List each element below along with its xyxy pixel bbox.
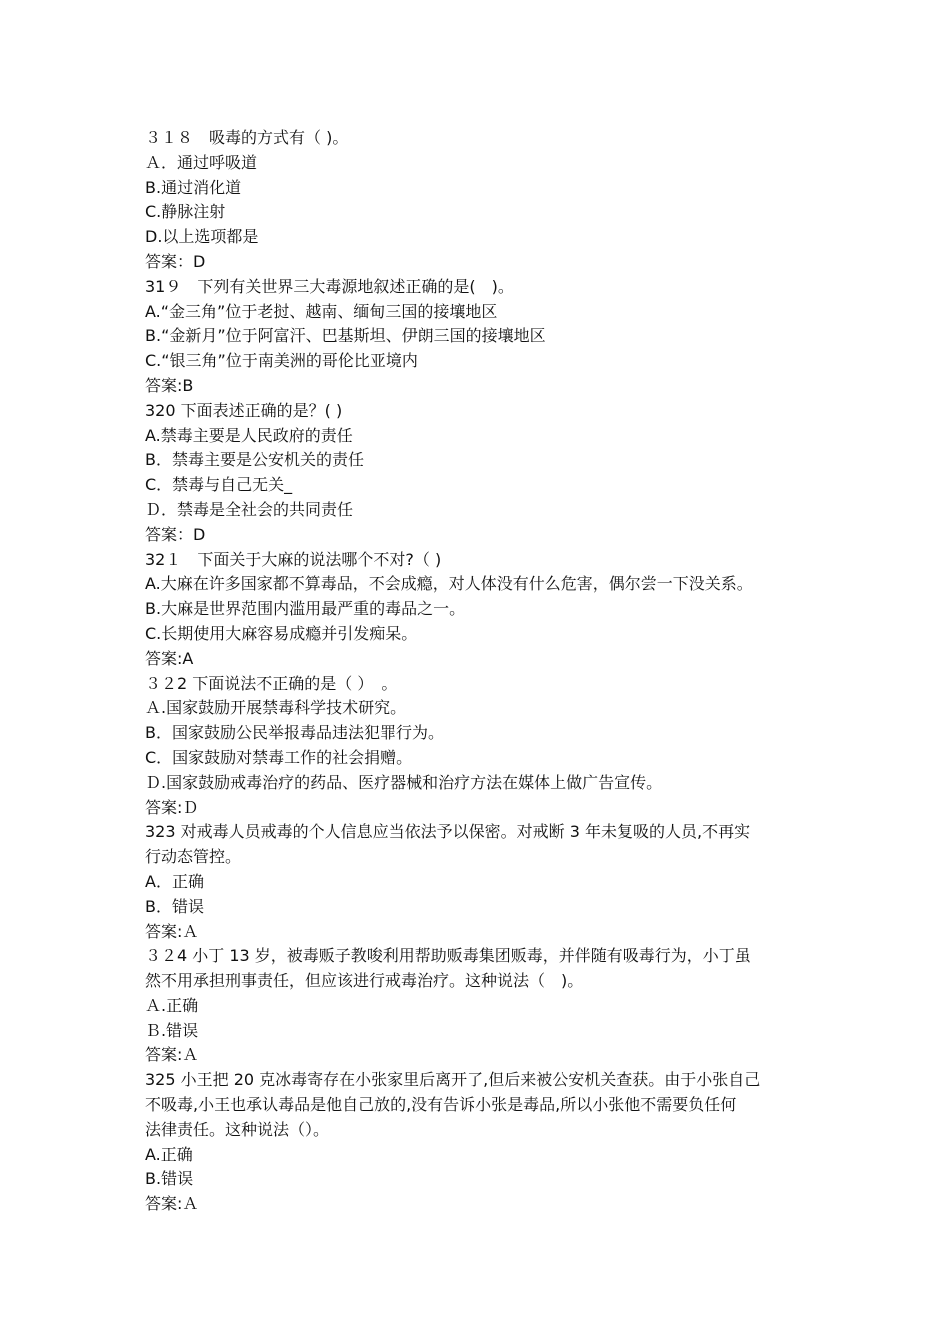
option-a: A.“金三角”位于老挝、越南、缅甸三国的接壤地区 [145, 301, 498, 321]
answer: 答案:Ｄ [145, 797, 199, 817]
option-d: D.以上选项都是 [145, 227, 259, 247]
option-c: C.长期使用大麻容易成瘾并引发痴呆。 [145, 623, 418, 643]
option-d: Ｄ．禁毒是全社会的共同责任 [145, 499, 354, 519]
question-stem: ３１８ 吸毒的方式有（ )。 [145, 128, 349, 147]
question-324 [145, 944, 815, 1068]
question-320 [145, 399, 815, 548]
question-stem: 32１ 下面关于大麻的说法哪个不对?（ ) [145, 549, 442, 569]
option-c: C.“银三角”位于南美洲的哥伦比亚境内 [145, 351, 418, 371]
option-a: Ａ.国家鼓励开展禁毒科学技术研究。 [145, 698, 407, 718]
option-c: C．国家鼓励对禁毒工作的社会捐赠。 [145, 747, 413, 767]
option-b: B．国家鼓励公民举报毒品违法犯罪行为。 [145, 723, 444, 743]
option-c: C.静脉注射 [145, 202, 226, 222]
answer: 答案:Ａ [145, 921, 199, 941]
answer: 答案:A [145, 648, 194, 668]
option-b: B.大麻是世界范围内滥用最严重的毒品之一。 [145, 599, 466, 619]
answer: 答案：D [145, 251, 206, 271]
option-a: Ａ．通过呼吸道 [145, 152, 258, 172]
option-a: A．正确 [145, 871, 204, 891]
option-b: B．禁毒主要是公安机关的责任 [145, 450, 364, 470]
option-a: A.大麻在许多国家都不算毒品，不会成瘾，对人体没有什么危害，偶尔尝一下没关系。 [145, 574, 753, 594]
answer: 答案:Ａ [145, 1194, 199, 1214]
option-a: A.正确 [145, 1144, 193, 1164]
question-323 [145, 820, 815, 944]
answer: 答案：D [145, 524, 206, 544]
option-b: B.错误 [145, 1169, 194, 1189]
option-d: Ｄ.国家鼓励戒毒治疗的药品、医疗器械和治疗方法在媒体上做广告宣传。 [145, 772, 663, 792]
question-stem-line: 325 小王把 20 克冰毒寄存在小张家里后离开了,但后来被公安机关查获。由于小张自己 [145, 1070, 761, 1090]
option-a: Ａ.正确 [145, 995, 199, 1015]
option-a: A.禁毒主要是人民政府的责任 [145, 425, 353, 445]
answer: 答案:Ａ [145, 1045, 199, 1065]
question-stem: ３２2 下面说法不正确的是（ ） 。 [145, 673, 398, 693]
option-b: B．错误 [145, 896, 204, 916]
question-stem-line: 行动态管控。 [145, 847, 242, 867]
question-319 [145, 275, 815, 399]
question-stem-line: 法律责任。这种说法（）。 [145, 1119, 330, 1139]
option-b: B.通过消化道 [145, 177, 242, 197]
document-page [145, 126, 815, 1217]
question-321 [145, 548, 815, 672]
question-stem-line: ３２4 小丁 13 岁，被毒贩子教唆利用帮助贩毒集团贩毒，并伴随有吸毒行为，小丁虽 [145, 946, 751, 966]
question-stem-line: 323 对戒毒人员戒毒的个人信息应当依法予以保密。对戒断 3 年未复吸的人员,不再实 [145, 822, 751, 842]
answer: 答案:B [145, 375, 194, 395]
question-stem-line: 然不用承担刑事责任，但应该进行戒毒治疗。这种说法（ )。 [145, 971, 584, 991]
option-b: Ｂ.错误 [145, 1020, 199, 1040]
question-stem: 31９ 下列有关世界三大毒源地叙述正确的是( )。 [145, 276, 514, 296]
question-318 [145, 126, 815, 275]
option-c: C．禁毒与自己无关_ [145, 475, 293, 495]
question-stem: 320 下面表述正确的是？( ) [145, 400, 343, 420]
option-b: B.“金新月”位于阿富汗、巴基斯坦、伊朗三国的接壤地区 [145, 326, 546, 346]
question-stem-line: 不吸毒,小王也承认毒品是他自己放的,没有告诉小张是毒品,所以小张他不需要负任何 [145, 1095, 737, 1115]
question-322 [145, 672, 815, 821]
question-325 [145, 1068, 815, 1217]
